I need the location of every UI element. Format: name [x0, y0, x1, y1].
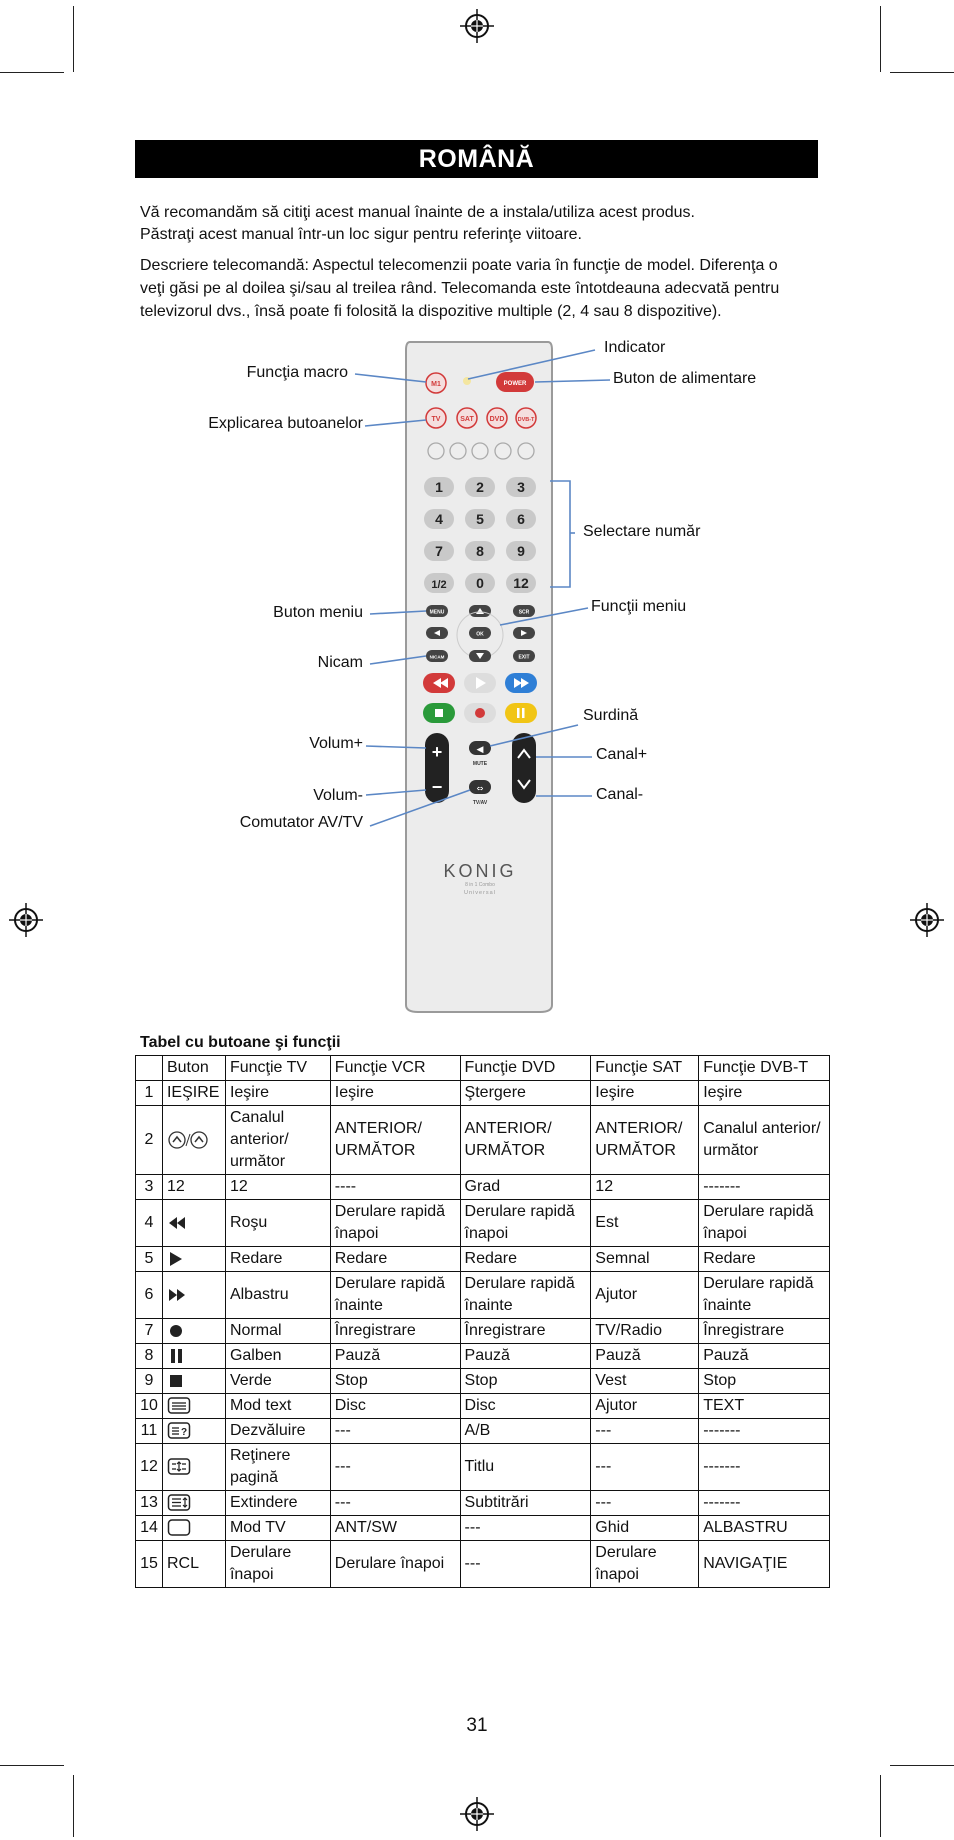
description-line-3: televizorul dvs., însă poate fi folosită la dispozitive multiple (2, 4 sau 8 dispozitive).: [140, 303, 722, 320]
crop-mark-bl-h: [0, 1765, 64, 1766]
function-cell-dvbt: TEXT: [699, 1394, 830, 1419]
table-row: [136, 1444, 830, 1491]
table-row: [136, 1081, 830, 1106]
row-number-cell: 2: [136, 1106, 163, 1175]
table-header-cell: Funcţie TV: [225, 1056, 330, 1081]
section-heading: ROMÂNĂ: [135, 140, 818, 178]
function-cell-dvbt: Derulare rapidă înainte: [699, 1272, 830, 1319]
sat-device-label: SAT: [460, 416, 474, 423]
pause-icon-bar-2: [522, 708, 525, 718]
digit-label-1: 1: [435, 479, 443, 495]
brand-logo: KONIG: [443, 861, 517, 881]
table-header-cell: Funcţie VCR: [330, 1056, 460, 1081]
callout-menu-button: Buton meniu: [273, 604, 363, 621]
callout-number-select: Selectare număr: [583, 523, 701, 540]
button-cell: [162, 1344, 225, 1369]
function-cell-dvbt: NAVIGAŢIE: [699, 1541, 830, 1588]
digit-label-9: 9: [517, 543, 525, 559]
fastforward-icon: [167, 1286, 187, 1304]
function-cell-vcr: Pauză: [330, 1344, 460, 1369]
function-cell-dvbt: Înregistrare: [699, 1319, 830, 1344]
row-number-cell: 10: [136, 1394, 163, 1419]
function-cell-tv: Mod TV: [225, 1516, 330, 1541]
function-cell-tv: Albastru: [225, 1272, 330, 1319]
callout-macro: Funcţia macro: [246, 364, 348, 381]
function-cell-vcr: Derulare rapidă înainte: [330, 1272, 460, 1319]
function-cell-sat: ANTERIOR/ URMĂTOR: [591, 1106, 699, 1175]
function-cell-dvd: Grad: [460, 1175, 591, 1200]
function-cell-dvd: ---: [460, 1516, 591, 1541]
callout-ch-up: Canal+: [596, 746, 648, 763]
table-header-row: [136, 1056, 830, 1081]
digit-label-3: 3: [517, 479, 525, 495]
function-cell-vcr: ANTERIOR/ URMĂTOR: [330, 1106, 460, 1175]
row-number-cell: 8: [136, 1344, 163, 1369]
function-cell-dvd: Titlu: [460, 1444, 591, 1491]
intro-line-1: Vă recomandăm să citiţi acest manual înainte de a instala/utiliza acest produs.: [140, 204, 695, 221]
function-cell-sat: Ghid: [591, 1516, 699, 1541]
function-cell-dvbt: Stop: [699, 1369, 830, 1394]
table-header-cell: Funcţie DVB-T: [699, 1056, 830, 1081]
row-number-cell: 15: [136, 1541, 163, 1588]
m1-button-label: M1: [431, 381, 441, 388]
text-small-button-2: [450, 443, 466, 459]
crop-mark-tr-v: [880, 6, 881, 72]
row-number-cell: 9: [136, 1369, 163, 1394]
function-cell-dvd: Subtitrări: [460, 1491, 591, 1516]
stop-icon: [435, 709, 443, 717]
callout-avtv: Comutator AV/TV: [239, 814, 363, 831]
text-small-button-4: [495, 443, 511, 459]
pause-yellow-button: [505, 703, 537, 723]
row-number-cell: 11: [136, 1419, 163, 1444]
table-title: Tabel cu butoane şi funcţii: [140, 1034, 341, 1051]
pause-icon-bar-1: [517, 708, 520, 718]
button-cell: [162, 1200, 225, 1247]
table-row: [136, 1541, 830, 1588]
function-cell-dvd: Înregistrare: [460, 1319, 591, 1344]
button-cell: [162, 1106, 225, 1175]
teletext-icon: [167, 1396, 191, 1415]
callout-mute: Surdină: [583, 707, 639, 724]
description-line-2: veţi găsi pe al doilea şi/sau al treilea rând. Telecomanda este întotdeauna adecvată pentru: [140, 280, 780, 297]
function-cell-dvd: ---: [460, 1541, 591, 1588]
menu-navigation-block: [426, 605, 535, 662]
function-cell-dvbt: -------: [699, 1444, 830, 1491]
function-cell-sat: ---: [591, 1491, 699, 1516]
table-row: [136, 1369, 830, 1394]
ok-button-label: OK: [476, 631, 484, 638]
function-cell-dvbt: -------: [699, 1175, 830, 1200]
power-button-label: POWER: [503, 381, 527, 387]
table-row: [136, 1419, 830, 1444]
row-number-cell: 5: [136, 1247, 163, 1272]
function-cell-dvd: A/B: [460, 1419, 591, 1444]
menu-button-label: MENU: [429, 609, 445, 616]
crop-mark-bl-v: [73, 1775, 74, 1837]
function-cell-sat: Derulare înapoi: [591, 1541, 699, 1588]
button-cell: [162, 1419, 225, 1444]
remote-control-diagram: [0, 330, 954, 1020]
button-cell: [162, 1247, 225, 1272]
function-cell-sat: TV/Radio: [591, 1319, 699, 1344]
digit-label-8: 8: [476, 543, 484, 559]
function-cell-vcr: ----: [330, 1175, 460, 1200]
svg-text:?: ?: [180, 1427, 188, 1439]
button-cell: [162, 1272, 225, 1319]
table-row: [136, 1247, 830, 1272]
button-cell: 12: [162, 1175, 225, 1200]
function-cell-sat: 12: [591, 1175, 699, 1200]
function-cell-dvbt: Derulare rapidă înapoi: [699, 1200, 830, 1247]
function-cell-dvbt: Redare: [699, 1247, 830, 1272]
button-cell: [162, 1516, 225, 1541]
record-icon: [167, 1322, 185, 1340]
table-row: [136, 1272, 830, 1319]
function-cell-tv: Dezvăluire: [225, 1419, 330, 1444]
vol-minus-icon: −: [431, 777, 443, 797]
function-cell-tv: Derulare înapoi: [225, 1541, 330, 1588]
function-cell-tv: Reţinere pagină: [225, 1444, 330, 1491]
function-cell-tv: Galben: [225, 1344, 330, 1369]
function-cell-dvd: Derulare rapidă înainte: [460, 1272, 591, 1319]
brand-subtitle-1: 8 in 1 Combo: [465, 882, 495, 888]
function-cell-vcr: Ieşire: [330, 1081, 460, 1106]
function-cell-vcr: ANT/SW: [330, 1516, 460, 1541]
speaker-icon: ◀: [476, 745, 484, 755]
scr-button-label: SCR: [518, 609, 530, 616]
function-cell-sat: Pauză: [591, 1344, 699, 1369]
button-cell: [162, 1394, 225, 1419]
function-cell-sat: ---: [591, 1419, 699, 1444]
text-small-button-5: [518, 443, 534, 459]
table-header-cell: [136, 1056, 163, 1081]
table-row: [136, 1319, 830, 1344]
table-header-cell: Funcţie DVD: [460, 1056, 591, 1081]
digit-label-2: 2: [476, 479, 484, 495]
page-number: 31: [466, 1715, 488, 1736]
function-cell-vcr: Disc: [330, 1394, 460, 1419]
function-cell-dvbt: Pauză: [699, 1344, 830, 1369]
button-cell: IEŞIRE: [162, 1081, 225, 1106]
row-number-cell: 6: [136, 1272, 163, 1319]
function-cell-vcr: ---: [330, 1419, 460, 1444]
table-row: [136, 1491, 830, 1516]
table-row: [136, 1200, 830, 1247]
registration-mark-bottom: [460, 1797, 494, 1831]
function-cell-sat: Vest: [591, 1369, 699, 1394]
function-cell-tv: Mod text: [225, 1394, 330, 1419]
crop-mark-br-v: [880, 1775, 881, 1837]
function-cell-tv: Normal: [225, 1319, 330, 1344]
function-cell-sat: Ieşire: [591, 1081, 699, 1106]
button-cell: [162, 1319, 225, 1344]
brand-subtitle-2: Universal: [464, 890, 496, 896]
nicam-button-label: NICAM: [429, 654, 445, 660]
function-cell-vcr: ---: [330, 1491, 460, 1516]
function-cell-dvbt: -------: [699, 1491, 830, 1516]
play-icon: [167, 1250, 185, 1268]
reveal-icon: [167, 1421, 191, 1440]
table-row: [136, 1106, 830, 1175]
table-row: [136, 1394, 830, 1419]
function-cell-sat: Est: [591, 1200, 699, 1247]
table-header-cell: Funcţie SAT: [591, 1056, 699, 1081]
text-small-button-3: [472, 443, 488, 459]
function-cell-tv: Verde: [225, 1369, 330, 1394]
callout-ch-down: Canal-: [596, 786, 644, 803]
registration-mark-top: [460, 9, 494, 43]
callout-menu-functions: Funcţii meniu: [591, 598, 687, 615]
function-cell-tv: Redare: [225, 1247, 330, 1272]
button-cell: RCL: [162, 1541, 225, 1588]
callout-power: Buton de alimentare: [613, 370, 757, 387]
buttons-functions-table: [135, 1055, 830, 1588]
digit-label-0: 0: [476, 575, 484, 591]
callout-vol-down: Volum-: [313, 787, 363, 804]
function-cell-dvd: Stop: [460, 1369, 591, 1394]
function-cell-vcr: Înregistrare: [330, 1319, 460, 1344]
dvd-device-label: DVD: [489, 416, 505, 423]
function-cell-dvbt: ALBASTRU: [699, 1516, 830, 1541]
pause-icon: [167, 1347, 185, 1365]
digit-label-6: 6: [517, 511, 525, 527]
function-cell-vcr: ---: [330, 1444, 460, 1491]
function-cell-dvbt: Ieşire: [699, 1081, 830, 1106]
digit-label-12: 12: [513, 575, 529, 591]
row-number-cell: 1: [136, 1081, 163, 1106]
prev-next-icon: [167, 1130, 209, 1150]
tvav-button-label: TV/AV: [472, 800, 488, 806]
input-icon: ⇔: [476, 784, 484, 793]
function-cell-sat: Semnal: [591, 1247, 699, 1272]
function-cell-dvd: Derulare rapidă înapoi: [460, 1200, 591, 1247]
function-cell-tv: Extindere: [225, 1491, 330, 1516]
function-cell-sat: ---: [591, 1444, 699, 1491]
row-number-cell: 12: [136, 1444, 163, 1491]
function-cell-vcr: Redare: [330, 1247, 460, 1272]
table-row: [136, 1175, 830, 1200]
function-cell-tv: Ieşire: [225, 1081, 330, 1106]
function-cell-dvd: ANTERIOR/ URMĂTOR: [460, 1106, 591, 1175]
hold-page-icon: [167, 1457, 191, 1476]
function-cell-dvd: Ştergere: [460, 1081, 591, 1106]
row-number-cell: 3: [136, 1175, 163, 1200]
exit-button-label: EXIT: [518, 654, 530, 661]
row-number-cell: 13: [136, 1491, 163, 1516]
table-header-cell: Buton: [162, 1056, 225, 1081]
function-cell-dvbt: -------: [699, 1419, 830, 1444]
callout-explain: Explicarea butoanelor: [208, 415, 363, 432]
callout-indicator: Indicator: [604, 339, 666, 356]
function-cell-dvd: Disc: [460, 1394, 591, 1419]
row-number-cell: 7: [136, 1319, 163, 1344]
button-cell: [162, 1369, 225, 1394]
button-cell: [162, 1444, 225, 1491]
function-cell-tv: Roşu: [225, 1200, 330, 1247]
expand-icon: [167, 1493, 191, 1512]
intro-line-2: Păstraţi acest manual într-un loc sigur pentru referinţe viitoare.: [140, 226, 582, 243]
digit-label-half: 1/2: [431, 579, 447, 591]
digit-label-7: 7: [435, 543, 443, 559]
function-cell-tv: Canalul anterior/ următor: [225, 1106, 330, 1175]
text-small-button-1: [428, 443, 444, 459]
dvbt-device-label: DVB-T: [517, 417, 535, 423]
row-number-cell: 14: [136, 1516, 163, 1541]
stop-icon: [167, 1372, 185, 1390]
callout-nicam: Nicam: [317, 654, 363, 671]
function-cell-vcr: Derulare rapidă înapoi: [330, 1200, 460, 1247]
tv-device-label: TV: [431, 416, 441, 423]
row-number-cell: 4: [136, 1200, 163, 1247]
crop-mark-br-h: [890, 1765, 954, 1766]
crop-mark-tl-v: [73, 6, 74, 72]
function-cell-dvd: Pauză: [460, 1344, 591, 1369]
record-icon: [475, 708, 485, 718]
channel-rocker: [512, 733, 536, 803]
function-cell-sat: Ajutor: [591, 1272, 699, 1319]
crop-mark-tr-h: [890, 72, 954, 73]
digit-label-5: 5: [476, 511, 484, 527]
function-cell-sat: Ajutor: [591, 1394, 699, 1419]
vol-plus-icon: +: [431, 742, 443, 762]
crop-mark-tl-h: [0, 72, 64, 73]
function-cell-vcr: Derulare înapoi: [330, 1541, 460, 1588]
table-row: [136, 1516, 830, 1541]
description-line-1: Descriere telecomandă: Aspectul telecomenzii poate varia în funcţie de model. Diferenţa o: [140, 257, 778, 274]
function-cell-dvbt: Canalul anterior/ următor: [699, 1106, 830, 1175]
digit-label-4: 4: [435, 511, 443, 527]
rewind-icon: [167, 1214, 187, 1232]
table-row: [136, 1344, 830, 1369]
callout-vol-up: Volum+: [309, 735, 363, 752]
mute-button-label: MUTE: [472, 761, 488, 767]
function-cell-tv: 12: [225, 1175, 330, 1200]
function-cell-dvd: Redare: [460, 1247, 591, 1272]
tv-mode-icon: [167, 1518, 191, 1537]
function-cell-vcr: Stop: [330, 1369, 460, 1394]
button-cell: [162, 1491, 225, 1516]
